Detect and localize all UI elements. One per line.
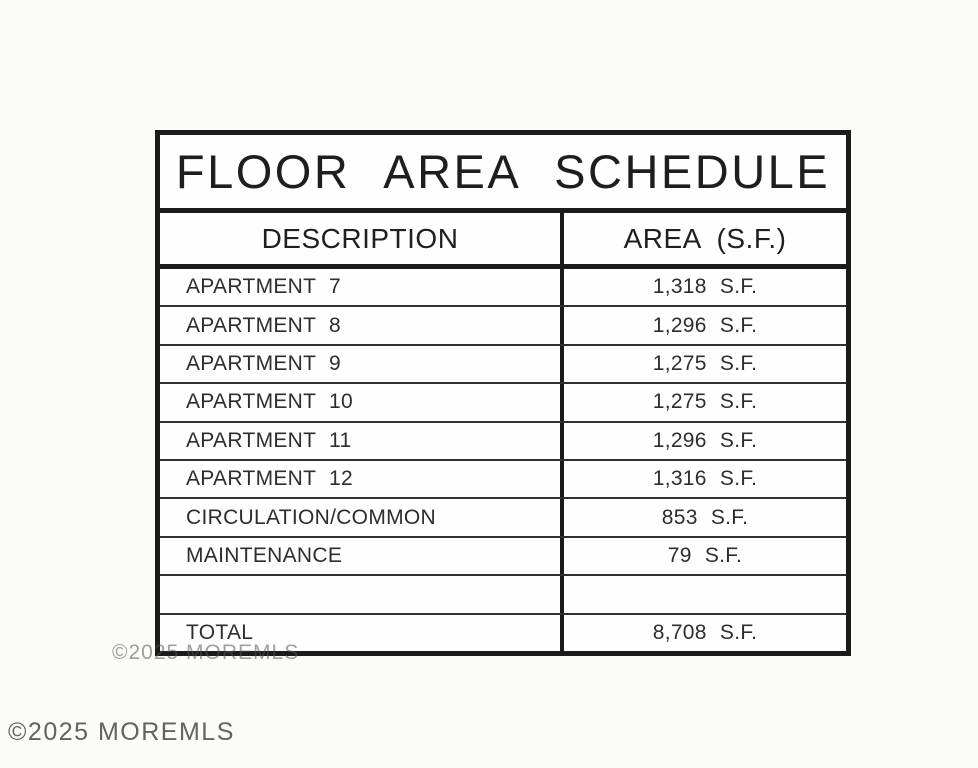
table-row (160, 536, 846, 574)
area-cell: 79 S.F. (560, 538, 846, 574)
table-body (160, 269, 846, 651)
description-cell: APARTMENT 7 (186, 275, 342, 299)
total-label-cell: TOTAL (186, 620, 254, 644)
area-cell: 853 S.F. (560, 499, 846, 535)
area-cell: 1,316 S.F. (560, 461, 846, 497)
table-row-total (160, 613, 846, 651)
table-title-text: FLOOR AREA SCHEDULE (175, 145, 831, 198)
watermark-table-overlay: ©2025 MOREMLS (112, 641, 300, 664)
description-cell: APARTMENT 12 (186, 467, 353, 491)
description-cell: APARTMENT 10 (186, 390, 353, 414)
area-cell: 1,275 S.F. (560, 346, 846, 382)
table-row (160, 344, 846, 382)
area-cell (560, 576, 846, 612)
table-row (160, 305, 846, 343)
area-cell: 1,296 S.F. (560, 423, 846, 459)
total-area-cell: 8,708 S.F. (560, 615, 846, 651)
area-cell: 1,318 S.F. (560, 269, 846, 305)
table-row (160, 382, 846, 420)
table-title (160, 135, 846, 213)
area-cell: 1,275 S.F. (560, 384, 846, 420)
description-cell: APARTMENT 11 (186, 428, 352, 452)
floor-area-schedule-table (155, 130, 851, 656)
description-cell: APARTMENT 9 (186, 351, 342, 375)
column-header-area: AREA (S.F.) (560, 213, 846, 264)
watermark-corner: ©2025 MOREMLS (8, 718, 235, 746)
table-row (160, 421, 846, 459)
description-cell: APARTMENT 8 (186, 313, 342, 337)
area-cell: 1,296 S.F. (560, 307, 846, 343)
description-cell (160, 576, 560, 612)
table-row (160, 497, 846, 535)
column-header-description: DESCRIPTION (261, 222, 459, 254)
description-cell: CIRCULATION/COMMON (186, 505, 437, 529)
table-row-empty (160, 574, 846, 612)
table-header-row (160, 213, 846, 269)
table-row (160, 269, 846, 305)
description-cell: MAINTENANCE (186, 543, 343, 567)
table-row (160, 459, 846, 497)
